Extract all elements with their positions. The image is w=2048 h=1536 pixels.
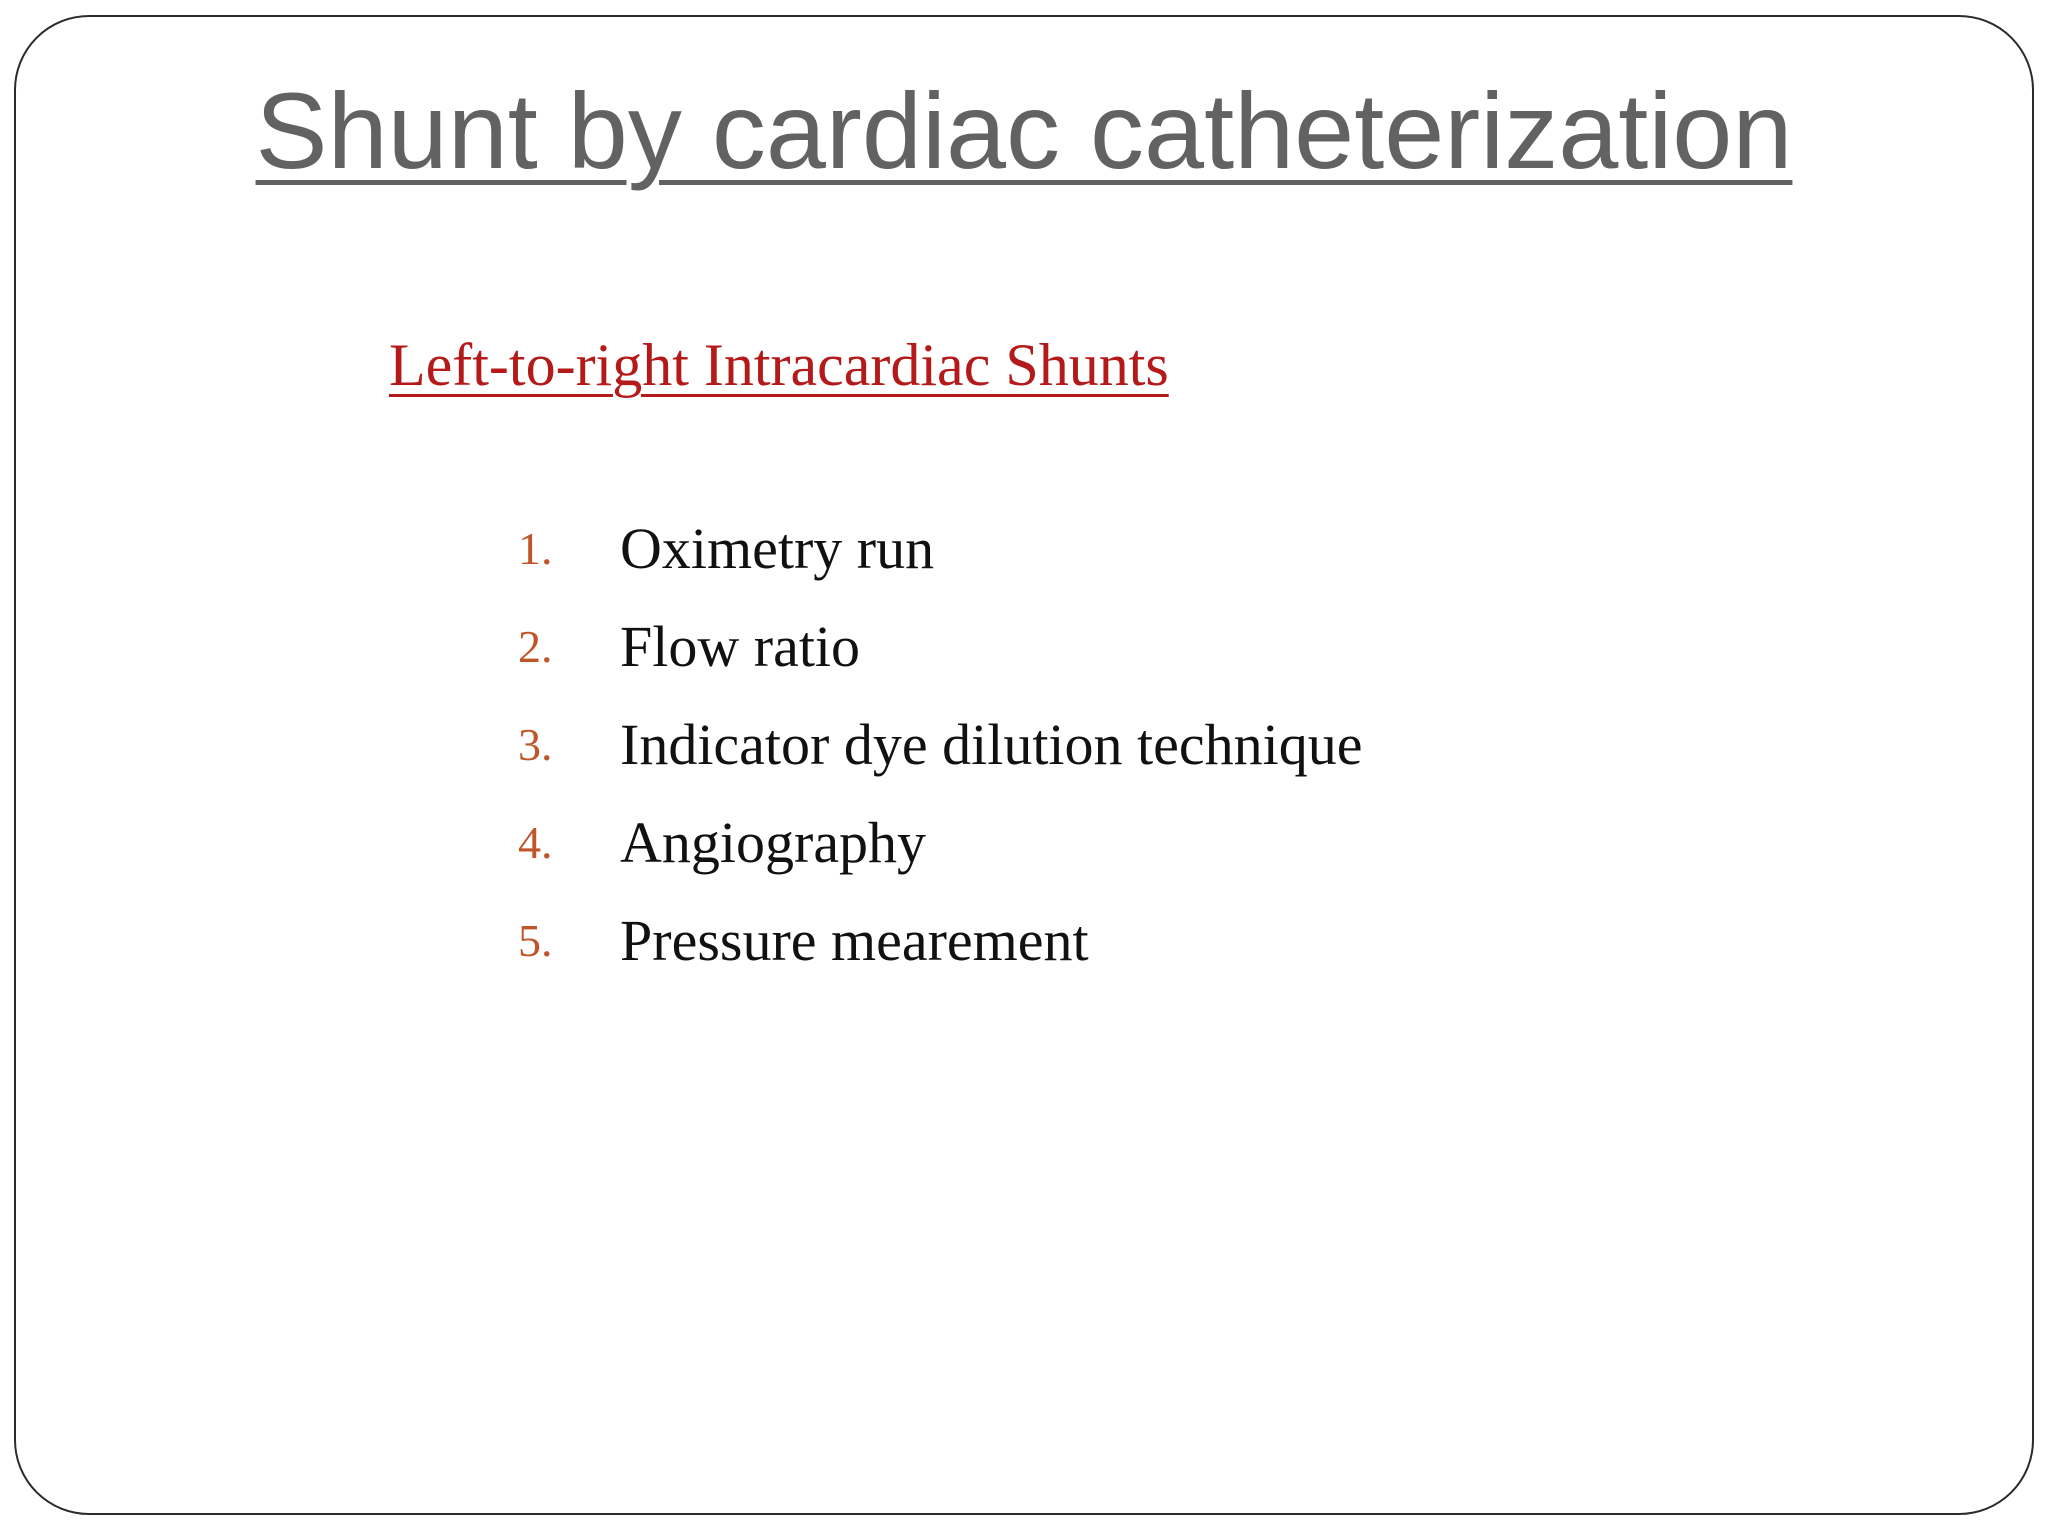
list-item [0,607,2048,705]
method-list [0,509,2048,999]
list-item-text: Pressure mearement [620,908,1089,973]
list-item-number: 3. [518,719,553,770]
list-item-number: 1. [518,523,553,574]
list-item-number: 4. [518,817,553,868]
list-item-text: Flow ratio [620,614,861,679]
list-item-number: 2. [518,621,553,672]
list-item-text: Oximetry run [620,516,935,581]
slide-title-text: Shunt by cardiac catheterization [255,70,1793,191]
list-item [0,705,2048,803]
section-subheading: Left-to-right Intracardiac Shunts [389,332,1169,398]
list-item-number: 5. [518,915,553,966]
list-item [0,901,2048,999]
list-item [0,803,2048,901]
slide-title [0,66,2048,196]
list-item-text: Indicator dye dilution technique [620,712,1363,777]
list-item [0,509,2048,607]
list-item-text: Angiography [620,810,927,875]
